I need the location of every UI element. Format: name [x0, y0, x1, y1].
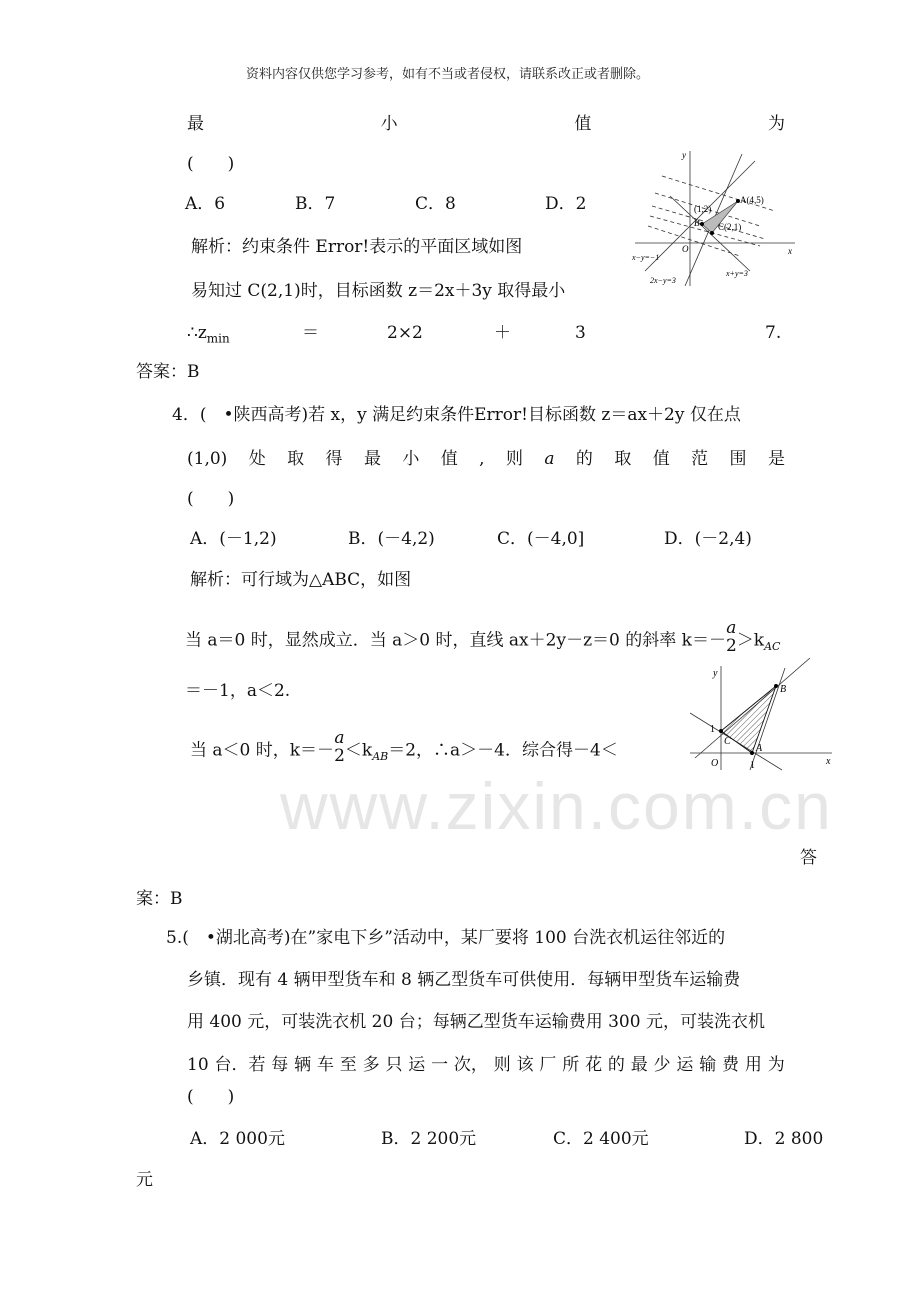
- therefore-z: ∴z: [187, 323, 207, 343]
- word: 则: [505, 449, 523, 469]
- word: 台．若: [214, 1055, 266, 1075]
- word: 值: [652, 449, 670, 469]
- subscript: AC: [764, 639, 781, 653]
- label: 1: [750, 760, 755, 771]
- label: 2x−y=3: [650, 276, 676, 285]
- q5-paren: ( ): [187, 1087, 235, 1107]
- q3-analysis-1: 解析：约束条件 Error!表示的平面区域如图: [191, 237, 523, 257]
- word: 所: [562, 1055, 580, 1075]
- word: 是: [767, 449, 785, 469]
- subscript-min: min: [206, 331, 230, 346]
- watermark: www.zixin.com.cn: [280, 769, 833, 843]
- q4-option-d: D．(－2,4): [664, 529, 752, 549]
- frac-den: 2: [334, 746, 345, 766]
- word: 围: [729, 449, 747, 469]
- q5-stem-2: 乡镇．现有 4 辆甲型货车和 8 辆乙型货车可供使用．每辆甲型货车运输费: [187, 970, 741, 990]
- label: x−y=−1: [632, 253, 660, 262]
- q5-stem-3: 用 400 元，可装洗衣机 20 台；每辆乙型货车运输费用 300 元，可装洗衣机: [187, 1012, 765, 1032]
- word: 值: [440, 449, 458, 469]
- label: O: [711, 758, 719, 769]
- q4-option-b: B．(－4,2): [348, 529, 435, 549]
- label: x+y=3: [726, 269, 748, 278]
- plus: ＋: [494, 323, 511, 343]
- word: 则: [493, 1055, 511, 1075]
- q4-feasible-region-figure: [690, 658, 840, 773]
- text: ＞k: [736, 630, 765, 651]
- word: 运: [408, 1055, 426, 1075]
- q4-option-a: A．(－1,2): [190, 529, 277, 549]
- word: 该: [516, 1055, 534, 1075]
- q5-option-a: A．2 000元: [190, 1129, 285, 1149]
- q4-stem-1: 4．( •陕西高考)若 x，y 满足约束条件Error!目标函数 z＝ax＋2y 仅在点: [172, 405, 741, 425]
- term: 2×2: [387, 323, 423, 343]
- q4-analysis-3: ＝－1，a＜2.: [185, 681, 291, 701]
- frac-num: a: [334, 728, 345, 748]
- q4-option-c: C．(－4,0]: [497, 529, 585, 549]
- text: ＜k: [344, 740, 373, 761]
- word: 输: [699, 1055, 717, 1075]
- q3-analysis-2: 易知过 C(2,1)时，目标函数 z＝2x＋3y 取得最小: [191, 281, 566, 301]
- label: x: [788, 246, 792, 256]
- subscript: AB: [372, 749, 389, 763]
- q5-option-d: D．2 800: [744, 1129, 824, 1149]
- q5-option-b: B．2 200元: [381, 1129, 477, 1149]
- frac-den: 2: [725, 636, 737, 656]
- word: 值: [574, 114, 592, 134]
- word: 多: [362, 1055, 380, 1075]
- q5-option-d-unit: 元: [136, 1170, 153, 1190]
- word: 至: [339, 1055, 357, 1075]
- label: B: [780, 684, 787, 695]
- word: 范: [691, 449, 709, 469]
- word: a: [544, 449, 555, 469]
- word: 10: [187, 1055, 209, 1075]
- q3-option-c: C．8: [415, 194, 456, 214]
- q4-answer-part-1: 答: [800, 848, 817, 868]
- label: 1: [710, 724, 715, 735]
- label: A(4,5): [740, 195, 764, 205]
- label: C(2,1): [718, 222, 742, 232]
- word: 最: [630, 1055, 648, 1075]
- word: 次，: [453, 1055, 488, 1075]
- word: 一: [431, 1055, 449, 1075]
- result: 7.: [765, 323, 782, 343]
- label: O: [682, 244, 689, 254]
- q4-analysis-1: 解析：可行域为△ABC，如图: [190, 570, 412, 590]
- word: 少: [653, 1055, 671, 1075]
- word: 运: [676, 1055, 694, 1075]
- q3-feasible-region-figure: [630, 146, 800, 291]
- page-header: 资料内容仅供您学习参考，如有不当或者侵权，请联系改正或者删除。: [246, 67, 650, 82]
- line-x-y-neg1: [645, 161, 755, 271]
- word: 小: [380, 114, 398, 134]
- q3-option-a: A．6: [185, 194, 226, 214]
- word: 取: [614, 449, 632, 469]
- word: 最: [363, 449, 381, 469]
- word: 车: [316, 1055, 334, 1075]
- word: 为: [767, 1055, 785, 1075]
- word: 花: [585, 1055, 603, 1075]
- word: (1,0): [187, 449, 228, 469]
- equals: ＝: [302, 323, 319, 343]
- label: (1,2): [694, 204, 712, 214]
- word: 得: [325, 449, 343, 469]
- word: 为: [767, 114, 785, 134]
- word: 最: [187, 114, 204, 134]
- q4-analysis-4: [190, 728, 618, 768]
- text: 当 a＝0 时，显然成立．当 a＞0 时，直线 ax＋2y－z＝0 的斜率 k＝－: [185, 630, 726, 651]
- word: ,: [479, 449, 485, 469]
- word: 厂: [539, 1055, 557, 1075]
- label: B: [694, 218, 700, 228]
- word: 小: [402, 449, 420, 469]
- word: 的: [607, 1055, 625, 1075]
- label: y: [713, 668, 718, 679]
- word: 辆: [294, 1055, 312, 1075]
- label: y: [682, 150, 686, 160]
- q4-paren: ( ): [187, 489, 235, 509]
- frac-num: a: [726, 618, 737, 638]
- word: 每: [271, 1055, 289, 1075]
- q4-answer-part-2: 案：B: [136, 889, 183, 909]
- word: 只: [385, 1055, 403, 1075]
- q3-option-d: D．2: [545, 194, 587, 214]
- q3-stem: [187, 113, 785, 135]
- label: x: [826, 756, 831, 767]
- q4-stem-2: [187, 448, 785, 470]
- q5-option-c: C．2 400元: [553, 1129, 649, 1149]
- word: 的: [575, 449, 593, 469]
- word: 取: [287, 449, 305, 469]
- text: 当 a＜0 时，k＝－: [190, 740, 335, 761]
- word: 用: [744, 1055, 762, 1075]
- q5-stem-1: 5.( •湖北高考)在”家电下乡”活动中，某厂要将 100 台洗衣机运往邻近的: [166, 928, 726, 948]
- word: 费: [722, 1055, 740, 1075]
- text: ＝2，∴a＞－4．综合得－4＜: [388, 740, 618, 761]
- term: 3: [575, 323, 586, 343]
- q3-paren: ( ): [187, 154, 235, 174]
- q3-answer: 答案：B: [136, 362, 200, 382]
- q5-stem-4: [187, 1054, 785, 1076]
- label: A: [756, 743, 763, 754]
- q3-option-b: B．7: [295, 194, 336, 214]
- label: C: [724, 736, 731, 747]
- word: 处: [248, 449, 266, 469]
- q4-analysis-2: [185, 618, 781, 658]
